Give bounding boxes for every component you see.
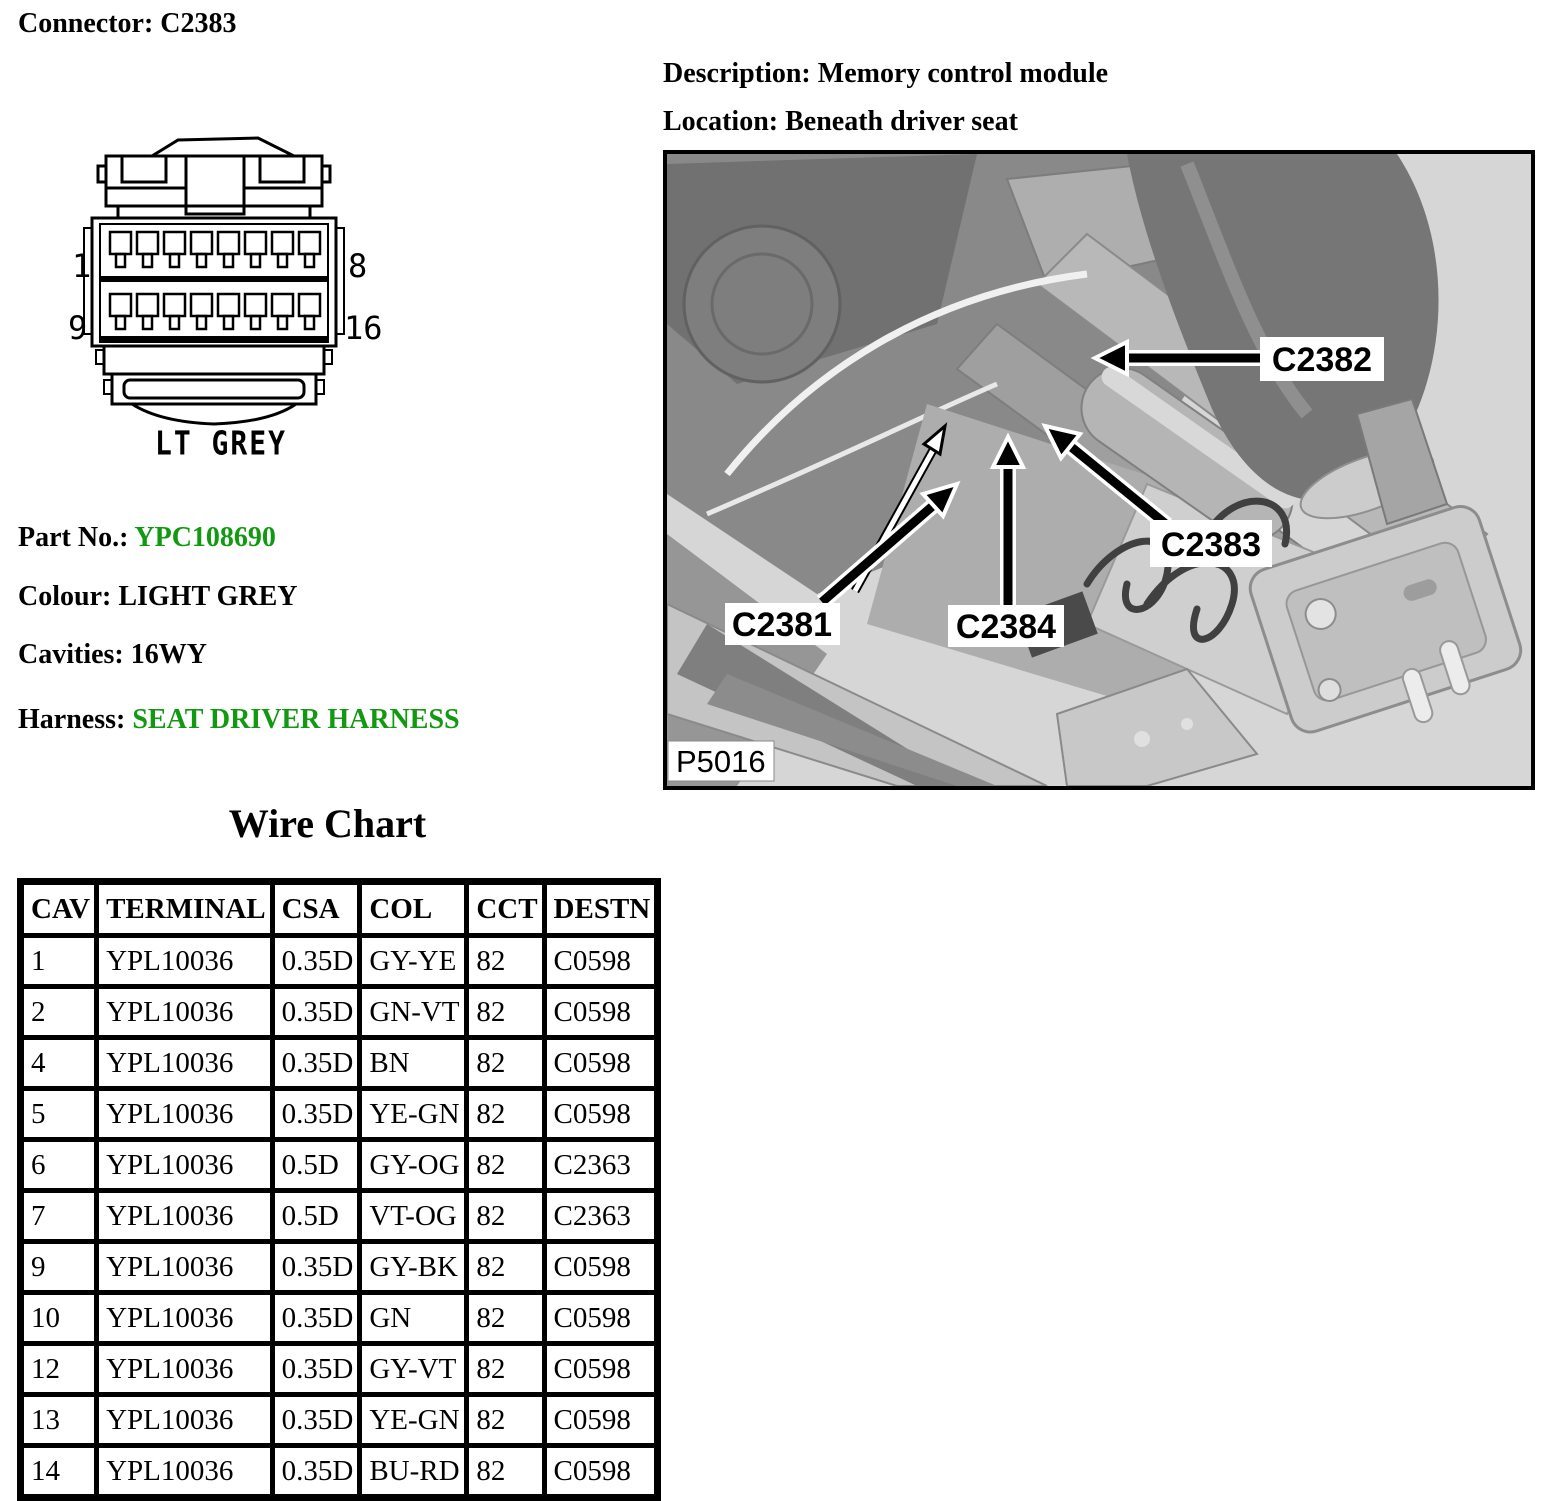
callout-c2382 [1260, 337, 1384, 381]
table-cell: 10 [21, 1293, 97, 1344]
table-cell: 0.35D [272, 1293, 360, 1344]
table-cell: YPL10036 [97, 1293, 273, 1344]
callout-c2384 [948, 605, 1064, 647]
table-cell: 7 [21, 1191, 97, 1242]
seat-underside-illustration [667, 154, 1531, 786]
table-cell: 82 [467, 1191, 544, 1242]
table-cell: GY-BK [360, 1242, 467, 1293]
page-title [18, 8, 237, 40]
column-header: CCT [467, 882, 544, 936]
table-cell: YPL10036 [97, 1446, 273, 1498]
table-cell: C0598 [544, 1293, 658, 1344]
pin-number-1: 1 [72, 247, 92, 285]
pin-number-9: 9 [68, 309, 88, 347]
harness-label: Harness: [18, 704, 126, 735]
callout-label-c2384: C2384 [955, 608, 1057, 646]
table-cell: 82 [467, 987, 544, 1038]
table-cell: YE-GN [360, 1395, 467, 1446]
pin-number-16: 16 [344, 309, 383, 347]
table-cell: C0598 [544, 987, 658, 1038]
table-cell: YE-GN [360, 1089, 467, 1140]
table-cell: 0.35D [272, 1242, 360, 1293]
cavities-label: Cavities: [18, 639, 124, 670]
table-cell: 82 [467, 1089, 544, 1140]
column-header: TERMINAL [97, 882, 273, 936]
figure-id-label: P5016 [676, 744, 766, 779]
location-photo [663, 150, 1535, 790]
table-cell: YPL10036 [97, 1191, 273, 1242]
part-no-label: Part No.: [18, 522, 129, 553]
part-no-line [18, 522, 276, 554]
table-cell: 0.5D [272, 1191, 360, 1242]
table-row [21, 1191, 658, 1242]
table-row [21, 1089, 658, 1140]
table-cell: 0.35D [272, 1038, 360, 1089]
table-row [21, 1344, 658, 1395]
column-header: CSA [272, 882, 360, 936]
table-cell: 82 [467, 1344, 544, 1395]
table-cell: 0.5D [272, 1140, 360, 1191]
connector-top-arc [152, 138, 294, 156]
table-cell: C0598 [544, 1038, 658, 1089]
table-cell: VT-OG [360, 1191, 467, 1242]
part-no-value: YPC108690 [134, 522, 276, 553]
table-cell: GY-VT [360, 1344, 467, 1395]
table-cell: 1 [21, 936, 97, 987]
cavities-value: 16WY [130, 639, 207, 670]
table-cell: 4 [21, 1038, 97, 1089]
location-label: Location: [663, 106, 779, 137]
table-cell: 12 [21, 1344, 97, 1395]
table-row [21, 1395, 658, 1446]
wire-chart-title: Wire Chart [228, 801, 427, 846]
callout-label-c2383: C2383 [1160, 526, 1262, 564]
column-header: CAV [21, 882, 97, 936]
table-cell: 0.35D [272, 1344, 360, 1395]
table-cell: GY-OG [360, 1140, 467, 1191]
table-cell: 0.35D [272, 1089, 360, 1140]
table-cell: 0.35D [272, 1446, 360, 1498]
table-cell: YPL10036 [97, 1242, 273, 1293]
description-label: Description: [663, 58, 811, 89]
table-cell: 0.35D [272, 1395, 360, 1446]
table-header-row [21, 882, 658, 936]
table-cell: 82 [467, 1446, 544, 1498]
table-cell: 0.35D [272, 936, 360, 987]
table-cell: 82 [467, 1395, 544, 1446]
connector-title-label: Connector: [18, 8, 154, 39]
table-cell: YPL10036 [97, 1344, 273, 1395]
table-cell: 13 [21, 1395, 97, 1446]
table-cell: 6 [21, 1140, 97, 1191]
table-cell: BN [360, 1038, 467, 1089]
callout-c2381 [725, 603, 840, 645]
table-cell: C0598 [544, 1089, 658, 1140]
description-value: Memory control module [817, 58, 1109, 89]
table-cell: C0598 [544, 1395, 658, 1446]
table-cell: 5 [21, 1089, 97, 1140]
table-cell: YPL10036 [97, 987, 273, 1038]
figure-id-box [668, 741, 774, 781]
table-row [21, 1293, 658, 1344]
table-cell: YPL10036 [97, 936, 273, 987]
callout-label-c2381: C2381 [731, 606, 833, 644]
wire-chart-table [17, 878, 661, 1501]
colour-label: Colour: [18, 581, 112, 612]
table-cell: GN-VT [360, 987, 467, 1038]
table-cell: C2363 [544, 1191, 658, 1242]
table-cell: GY-YE [360, 936, 467, 987]
table-cell: YPL10036 [97, 1038, 273, 1089]
table-cell: YPL10036 [97, 1140, 273, 1191]
connector-drawing [60, 130, 460, 470]
table-cell: 82 [467, 1242, 544, 1293]
harness-value: SEAT DRIVER HARNESS [132, 704, 460, 735]
connector-pinout-figure [60, 130, 460, 470]
connector-title-value: C2383 [160, 8, 237, 39]
cavities-line [18, 639, 207, 671]
table-cell: BU-RD [360, 1446, 467, 1498]
column-header: DESTN [544, 882, 658, 936]
table-cell: 2 [21, 987, 97, 1038]
colour-line [18, 581, 298, 613]
description-line [663, 58, 1108, 90]
table-cell: GN [360, 1293, 467, 1344]
callout-label-c2382: C2382 [1271, 341, 1373, 379]
table-cell: 9 [21, 1242, 97, 1293]
table-cell: C2363 [544, 1140, 658, 1191]
connector-colour-caption: LT GREY [154, 424, 287, 463]
table-row [21, 1242, 658, 1293]
location-line [663, 106, 1018, 138]
location-value: Beneath driver seat [785, 106, 1018, 137]
table-row [21, 1140, 658, 1191]
table-cell: 82 [467, 1293, 544, 1344]
table-cell: 0.35D [272, 987, 360, 1038]
table-row [21, 1038, 658, 1089]
column-header: COL [360, 882, 467, 936]
table-cell: C0598 [544, 936, 658, 987]
table-cell: 82 [467, 1140, 544, 1191]
table-cell: C0598 [544, 1344, 658, 1395]
table-cell: YPL10036 [97, 1395, 273, 1446]
table-cell: 82 [467, 936, 544, 987]
table-cell: 14 [21, 1446, 97, 1498]
callout-c2383 [1150, 520, 1272, 567]
table-row [21, 936, 658, 987]
table-row [21, 987, 658, 1038]
table-row [21, 1446, 658, 1498]
pin-number-8: 8 [348, 247, 368, 285]
harness-line [18, 704, 460, 736]
table-cell: C0598 [544, 1242, 658, 1293]
table-cell: 82 [467, 1038, 544, 1089]
table-cell: C0598 [544, 1446, 658, 1498]
table-cell: YPL10036 [97, 1089, 273, 1140]
colour-value: LIGHT GREY [118, 581, 298, 612]
